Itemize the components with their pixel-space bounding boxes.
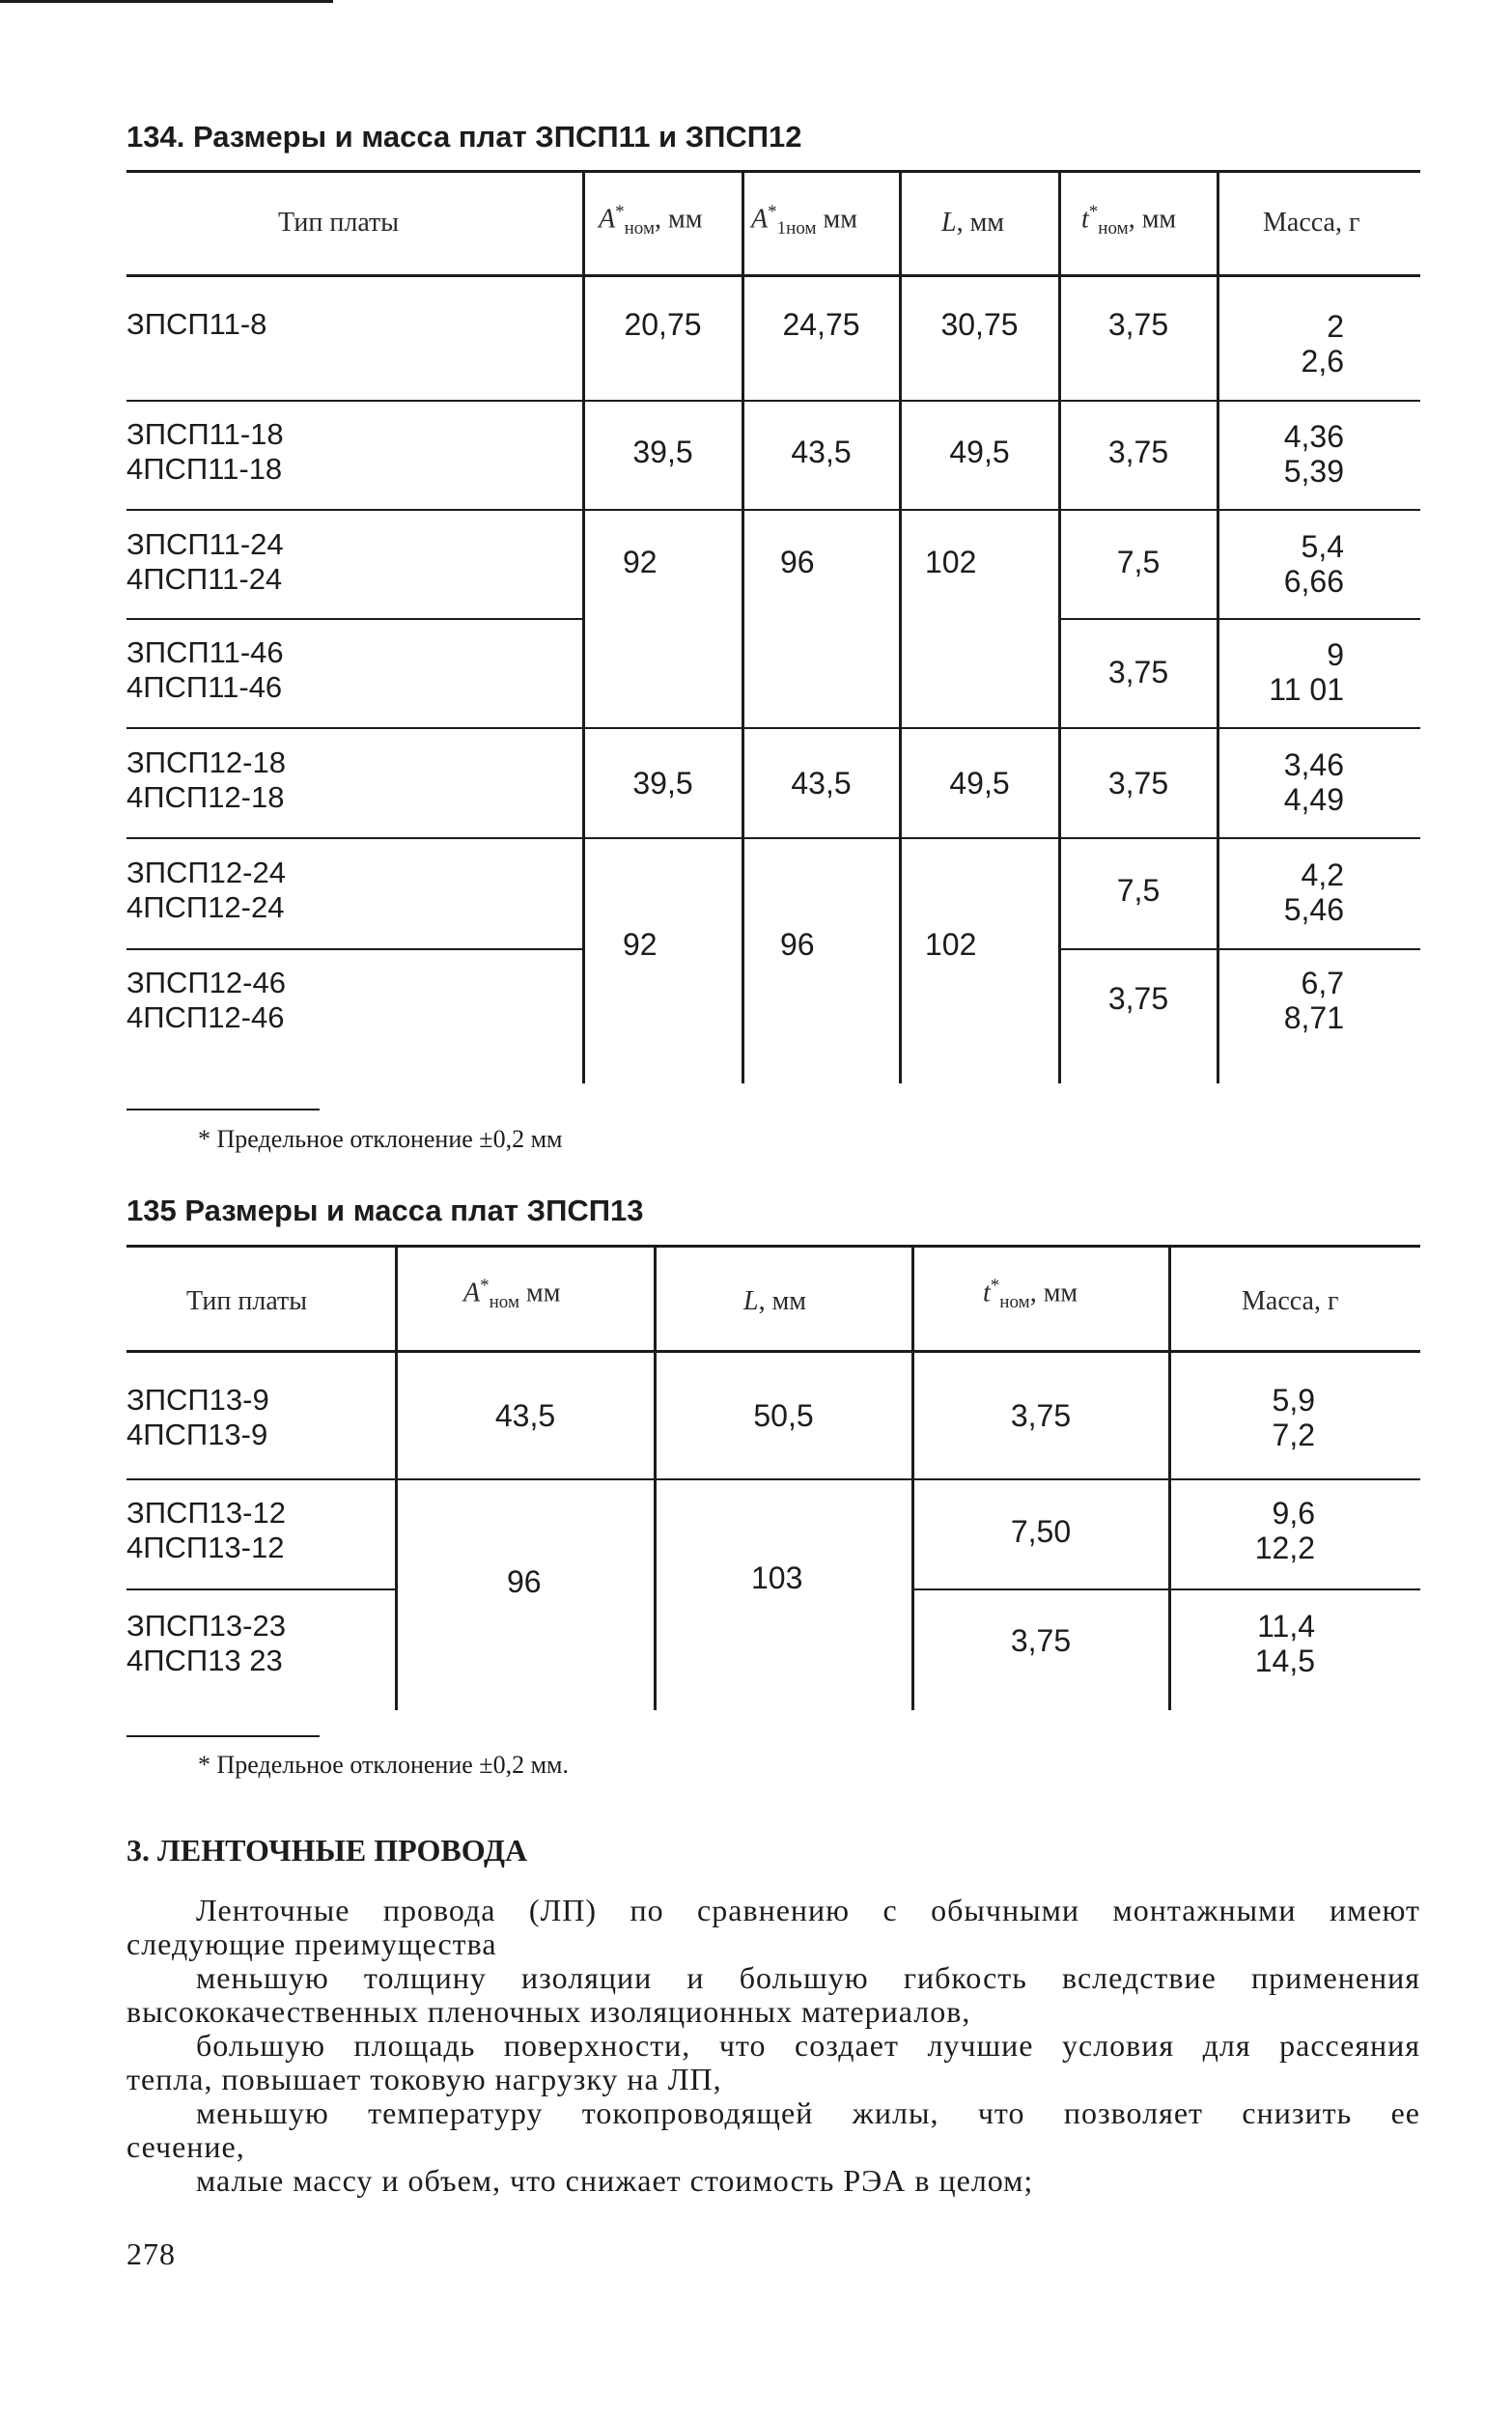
t134-r6-type-2: 4ПСП12-24 [126, 890, 285, 924]
page-number: 278 [126, 2236, 176, 2271]
t134-r5-a1: 43,5 [791, 766, 852, 801]
t134-row-sep-5a [126, 837, 1420, 839]
t134-r2-type-1: ЗПСП11-18 [126, 417, 284, 451]
t134-r1-t: 3,75 [1107, 307, 1169, 342]
t135-header-t: $t^*_{ном}$, мм [983, 1276, 1078, 1312]
section-line-9: малые массу и объем, что снижает стоимость РЭА в целом; [196, 2163, 1034, 2198]
table-row [126, 745, 286, 815]
t134-r7-type-2: 4ПСП12-46 [126, 1000, 285, 1034]
t134-row-sep-1 [126, 400, 1420, 402]
t135-r1-a: 43,5 [494, 1398, 556, 1433]
t134-row-sep-3b [1058, 618, 1420, 620]
t135-row-sep-1 [126, 1478, 1420, 1480]
t134-row-sep-2 [126, 509, 1420, 511]
table-135-title: 135 Размеры и масса плат ЗПСП13 [126, 1194, 644, 1227]
t135-r2-l: 103 [751, 1560, 803, 1595]
t135-r3-mass: 11,4 14,5 [1254, 1609, 1315, 1678]
t135-r2-a: 96 [507, 1564, 542, 1599]
t134-r6-a: 92 [623, 927, 658, 962]
t135-row-sep-2a [126, 1588, 397, 1590]
t134-r2-mass: 4,36 5,39 [1283, 419, 1344, 489]
t134-r5-t: 3,75 [1107, 766, 1169, 801]
table-row [126, 966, 286, 1035]
t135-header-mass: Масса, г [1242, 1286, 1339, 1316]
section-line-2: следующие преимущества [126, 1926, 497, 1961]
t135-hdr-vline-3 [911, 1247, 914, 1350]
t135-r1-type-2: 4ПСП13-9 [126, 1418, 268, 1451]
t135-footnote: * Предельное отклонение ±0,2 мм. [198, 1751, 569, 1779]
t134-r7-t: 3,75 [1107, 981, 1169, 1016]
t134-r3-mass: 5,4 6,66 [1283, 529, 1344, 599]
section-line-5: большую площадь поверхности, что создает лучшие условия для рассеяния [196, 2028, 1420, 2063]
t135-row-sep-2b [911, 1588, 1420, 1590]
table-row [126, 635, 284, 705]
t134-r3-a1: 96 [780, 545, 815, 579]
t135-header-type: Тип платы [186, 1286, 308, 1316]
t135-header-l: L, мм [743, 1286, 807, 1316]
top-rule [0, 0, 333, 3]
t134-vline-2 [742, 277, 744, 1083]
t134-r6-mass: 4,2 5,46 [1283, 857, 1344, 927]
t135-r3-t: 3,75 [1010, 1623, 1072, 1658]
t134-r4-type-1: ЗПСП11-46 [126, 635, 284, 669]
t135-r1-t: 3,75 [1010, 1398, 1072, 1433]
t134-hdr-vline-3 [899, 172, 902, 274]
table-row [126, 1609, 286, 1678]
t134-row-sep-3a [126, 618, 584, 620]
section-line-7: меньшую температуру токопроводящей жилы, что позволяет снизить ее [196, 2095, 1420, 2130]
t134-header-a1: $A^*_{1ном}$ мм [751, 202, 857, 239]
t135-r3-type-1: ЗПСП13-23 [126, 1609, 286, 1643]
t135-hdr-vline-1 [395, 1247, 398, 1350]
t134-r3-a: 92 [623, 545, 658, 579]
t134-r1-type: ЗПСП11-8 [126, 307, 267, 341]
t134-r2-a: 39,5 [632, 435, 693, 469]
t134-r5-type-1: ЗПСП12-18 [126, 745, 286, 779]
t134-r6-type-1: ЗПСП12-24 [126, 856, 286, 889]
t135-hdr-vline-4 [1168, 1247, 1171, 1350]
table-row [126, 417, 284, 487]
t134-header-t: $t^*_{ном}$, мм [1081, 202, 1177, 239]
t134-footnote-rule [126, 1109, 320, 1110]
table-row [126, 856, 286, 925]
table-row [126, 1496, 286, 1565]
t135-hdr-vline-2 [654, 1247, 657, 1350]
t134-r5-type-2: 4ПСП12-18 [126, 780, 285, 814]
t134-r5-mass: 3,46 4,49 [1283, 747, 1344, 817]
section-line-3: меньшую толщину изоляции и большую гибкость вследствие применения [196, 1960, 1420, 1995]
section-line-4: высококачественных пленочных изоляционных материалов, [126, 1994, 971, 2029]
t134-hdr-vline-4 [1058, 172, 1061, 274]
table-row [126, 1383, 269, 1452]
t134-r6-a1: 96 [780, 927, 815, 962]
t134-r3-type-2: 4ПСП11-24 [126, 562, 283, 596]
t134-hdr-vline-5 [1217, 172, 1219, 274]
section-line-8: сечение, [126, 2129, 245, 2164]
table-134-header-rule [126, 274, 1420, 277]
t134-r5-l: 49,5 [949, 766, 1010, 801]
section-heading: 3. ЛЕНТОЧНЫЕ ПРОВОДА [126, 1833, 528, 1868]
t134-r4-type-2: 4ПСП11-46 [126, 670, 283, 704]
t135-r3-type-2: 4ПСП13 23 [126, 1644, 283, 1677]
t134-r5-a: 39,5 [632, 766, 693, 801]
t134-r4-t: 3,75 [1107, 655, 1169, 689]
t134-r3-t: 7,5 [1116, 545, 1161, 579]
t134-r7-type-1: ЗПСП12-46 [126, 966, 286, 999]
table-135-top-rule [126, 1245, 1420, 1248]
t134-r3-type-1: ЗПСП11-24 [126, 527, 284, 561]
t134-row-sep-6a [126, 948, 584, 950]
t134-r1-l: 30,75 [940, 307, 1019, 342]
table-135-header-rule [126, 1350, 1420, 1353]
t134-header-l: L, мм [941, 208, 1005, 238]
t134-row-sep-6b [1058, 948, 1420, 950]
t134-r1-a1: 24,75 [782, 307, 860, 342]
t134-r3-l: 102 [925, 545, 977, 579]
t135-footnote-rule [126, 1735, 320, 1737]
t134-hdr-vline-2 [742, 172, 744, 274]
table-134-top-rule [126, 170, 1420, 173]
t134-r2-l: 49,5 [949, 435, 1010, 469]
table-row [126, 527, 284, 597]
section-line-1: Ленточные провода (ЛП) по сравнению с обычными монтажными имеют [196, 1893, 1420, 1927]
t134-footnote: * Предельное отклонение ±0,2 мм [198, 1125, 563, 1153]
t134-vline-1 [582, 277, 585, 1083]
t134-r1-a: 20,75 [624, 307, 702, 342]
t135-r1-type-1: ЗПСП13-9 [126, 1383, 269, 1417]
t135-r2-t: 7,50 [1010, 1514, 1072, 1549]
t135-header-a: $A^*_{ном}$ мм [463, 1276, 561, 1312]
section-line-6: тепла, повышает токовую нагрузку на ЛП, [126, 2062, 722, 2096]
t134-r4-mass: 9 11 01 [1269, 637, 1344, 707]
t134-r6-t: 7,5 [1116, 873, 1161, 908]
t134-row-sep-4 [126, 727, 1420, 729]
t135-r2-type-1: ЗПСП13-12 [126, 1496, 286, 1530]
t135-r1-mass: 5,9 7,2 [1272, 1383, 1315, 1452]
t134-vline-3 [899, 277, 902, 1083]
t135-r2-type-2: 4ПСП13-12 [126, 1531, 285, 1564]
table-134-title: 134. Размеры и масса плат ЗПСП11 и ЗПСП12 [126, 120, 802, 154]
t135-r1-l: 50,5 [753, 1398, 814, 1433]
t134-r2-type-2: 4ПСП11-18 [126, 452, 283, 486]
t134-r1-mass: 2 2,6 [1301, 309, 1344, 379]
t134-header-mass: Масса, г [1263, 208, 1360, 238]
t134-header-type: Тип платы [278, 208, 400, 238]
t134-header-a: $A^*_{ном}$, мм [599, 202, 703, 239]
t134-hdr-vline-1 [582, 172, 585, 274]
t134-r7-mass: 6,7 8,71 [1283, 966, 1344, 1035]
t135-r2-mass: 9,6 12,2 [1254, 1496, 1315, 1565]
t134-r2-t: 3,75 [1107, 435, 1169, 469]
t134-r6-l: 102 [925, 927, 977, 962]
table-row [126, 307, 266, 342]
t134-r2-a1: 43,5 [791, 435, 852, 469]
